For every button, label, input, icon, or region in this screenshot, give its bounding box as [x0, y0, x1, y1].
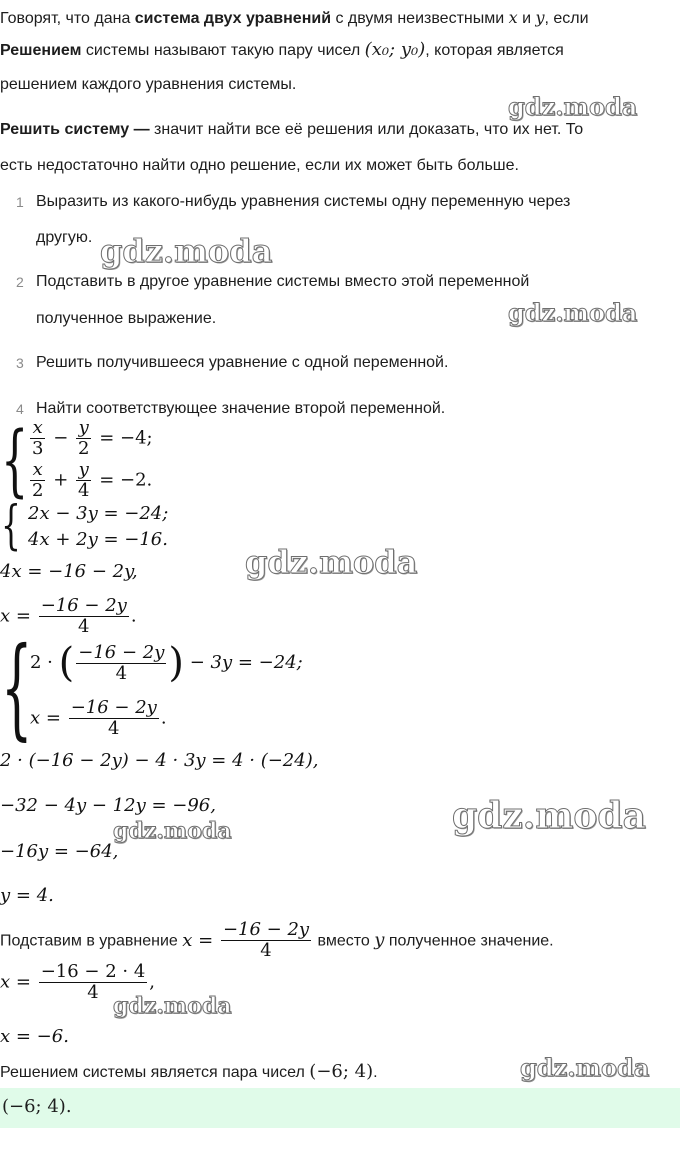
step-number: 1 — [16, 194, 24, 210]
watermark: gdz.moda — [508, 298, 638, 327]
step-text: Выразить из какого-нибудь уравнения системы одну переменную через — [36, 193, 571, 210]
system-3-equation-1: 2 · ( $\frac{-16 - 2y}{4}$ ) − 3y = −24; — [30, 640, 303, 686]
system-3-equation-2: x = $\frac{-16 - 2y}{4}$ . — [30, 697, 167, 739]
equation-collected: −32 − 4y − 12y = −96, — [0, 795, 216, 816]
system-brace: { — [1, 623, 33, 751]
equation-4x: 4x = −16 − 2y, — [0, 561, 138, 582]
substitution-line: Подставим в уравнение x = $\frac{-16 - 2y}{4}$ вместо y полученное значение. — [0, 919, 554, 961]
equation-x-value: x = −6. — [0, 1026, 69, 1047]
intro-line-4: Решить систему — значит найти все её решения или доказать, что их нет. То — [0, 121, 584, 138]
step-number: 2 — [16, 274, 24, 290]
system-brace: { — [1, 416, 29, 506]
intro-line-2: Решением системы называют такую пару чисел (x₀; y₀), которая является — [0, 39, 564, 60]
system-1-equation-2: $\frac{x}{2}$ + $\frac{y}{4}$ = −2. — [32, 459, 153, 501]
step-text: Подставить в другое уравнение системы вместо этой переменной — [36, 273, 530, 290]
answer-text: (−6; 4). — [2, 1096, 72, 1117]
intro-line-1: Говорят, что дана система двух уравнений с двумя неизвестными x и y, если — [0, 8, 589, 27]
step-text: полученное выражение. — [36, 310, 217, 327]
system-1-equation-1: $\frac{x}{3}$ − $\frac{y}{2}$ = −4; — [32, 417, 153, 459]
intro-line-3: решением каждого уравнения системы. — [0, 76, 297, 93]
watermark: gdz.moda — [508, 92, 638, 121]
equation-x-substituted: x = $\frac{-16 - 2 \cdot 4}{4}$ , — [0, 961, 156, 1003]
step-text: Найти соответствующее значение второй переменной. — [36, 400, 446, 417]
answer-box — [0, 1088, 680, 1128]
watermark: gdz.moda — [113, 993, 232, 1019]
equation-x-expression: x = $\frac{-16 - 2y}{4}$ . — [0, 595, 137, 637]
equation-16y: −16y = −64, — [0, 841, 119, 862]
intro-line-5: есть недостаточно найти одно решение, если их может быть больше. — [0, 157, 519, 174]
system-2-equation-2: 4x + 2y = −16. — [28, 529, 168, 550]
watermark: gdz.moda — [113, 818, 232, 844]
watermark: gdz.moda — [520, 1053, 650, 1082]
result-line: Решением системы является пара чисел (−6; 4). — [0, 1061, 378, 1082]
watermark: gdz.moda — [245, 543, 418, 581]
watermark: gdz.moda — [452, 795, 646, 837]
step-number: 4 — [16, 401, 24, 417]
equation-y-value: y = 4. — [0, 885, 54, 906]
system-2-equation-1: 2x − 3y = −24; — [28, 503, 169, 524]
step-text: Решить получившееся уравнение с одной переменной. — [36, 354, 449, 371]
step-text: другую. — [36, 229, 93, 246]
watermark: gdz.moda — [100, 232, 273, 270]
system-brace: { — [1, 496, 21, 556]
step-number: 3 — [16, 355, 24, 371]
equation-expanded: 2 · (−16 − 2y) − 4 · 3y = 4 · (−24), — [0, 750, 319, 771]
